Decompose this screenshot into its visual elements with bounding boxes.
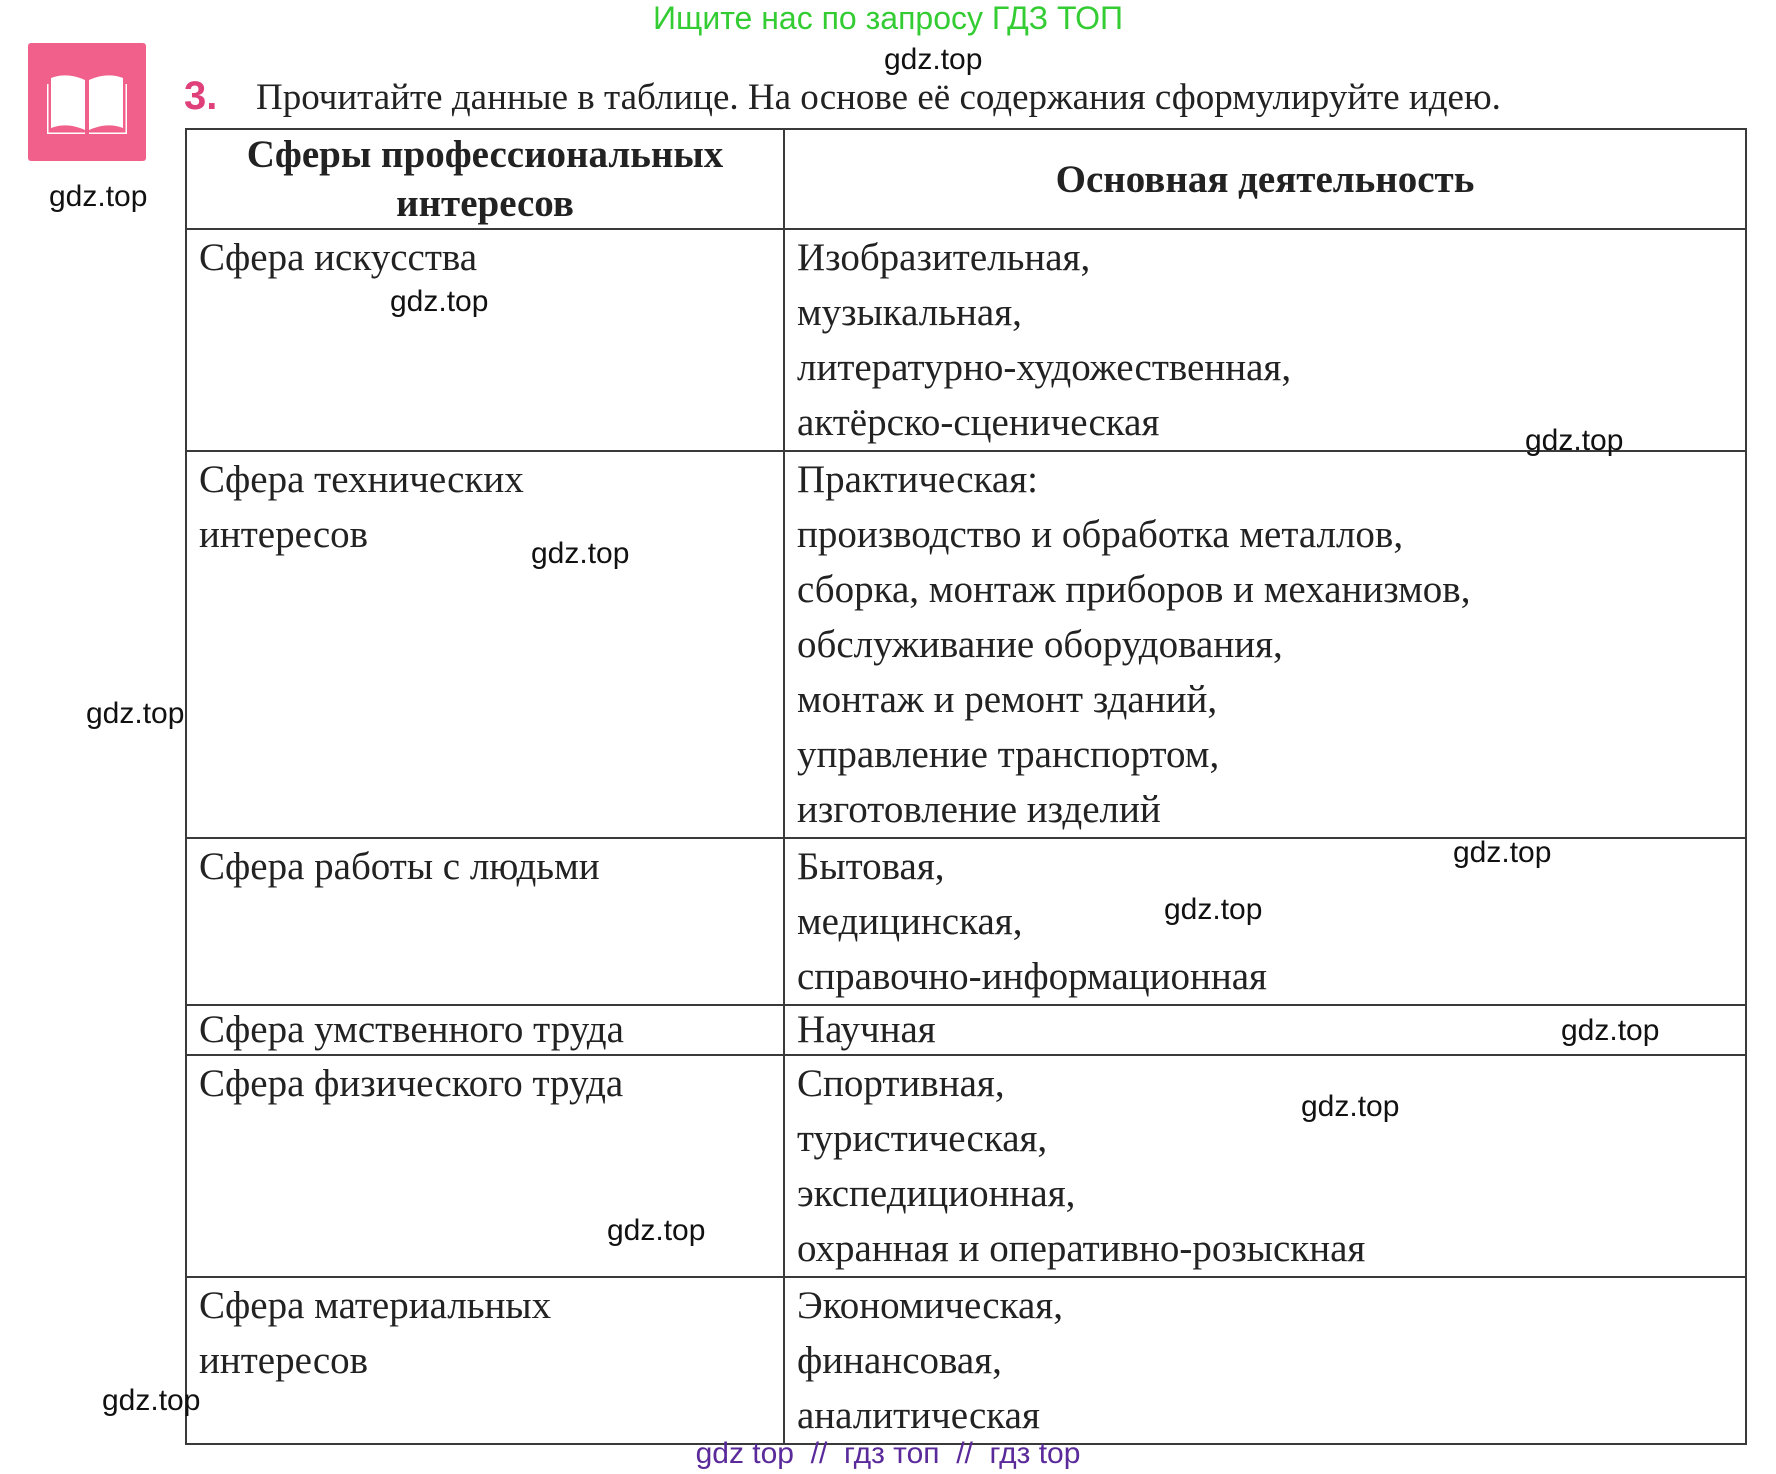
activity-line: Спортивная, xyxy=(797,1062,1005,1105)
activity-line: обслуживание оборудования, xyxy=(797,623,1283,666)
activity-line: монтаж и ремонт зданий, xyxy=(797,678,1218,721)
table-row xyxy=(186,451,1746,838)
watermark: gdz.top xyxy=(884,43,983,76)
activity-line: экспедиционная, xyxy=(797,1172,1076,1215)
footer-watermark: gdz top // гдз топ // гдз top xyxy=(695,1437,1081,1470)
watermark: gdz.top xyxy=(102,1384,201,1417)
sphere-line: интересов xyxy=(199,1339,369,1382)
book-badge xyxy=(28,43,146,161)
header-spheres-line: Сферы профессиональных xyxy=(246,133,724,176)
activity-line: Научная xyxy=(797,1008,936,1051)
activity-cell xyxy=(784,1277,1746,1444)
sphere-line: Сфера физического труда xyxy=(199,1062,624,1105)
watermark: gdz.top xyxy=(1561,1014,1660,1047)
activity-line: литературно-художественная, xyxy=(797,346,1292,389)
table-row xyxy=(186,1277,1746,1444)
watermark: gdz.top xyxy=(531,537,630,570)
watermark: gdz.top xyxy=(390,285,489,318)
activity-line: туристическая, xyxy=(797,1117,1048,1160)
activity-cell xyxy=(784,229,1746,451)
activity-line: Изобразительная, xyxy=(797,236,1091,279)
activity-cell xyxy=(784,1055,1746,1277)
activity-line: изготовление изделий xyxy=(797,788,1161,831)
table-row xyxy=(186,1055,1746,1277)
sphere-cell xyxy=(186,1277,784,1444)
activity-line: финансовая, xyxy=(797,1339,1002,1382)
activity-line: медицинская, xyxy=(797,900,1023,943)
activity-line: производство и обработка металлов, xyxy=(797,513,1404,556)
header-activity: Основная деятельность xyxy=(784,129,1746,229)
activity-line: справочно-информационная xyxy=(797,955,1267,998)
activity-line: Бытовая, xyxy=(797,845,945,888)
activity-line: аналитическая xyxy=(797,1394,1040,1437)
watermark: gdz.top xyxy=(1164,893,1263,926)
task-number: 3. xyxy=(184,74,218,118)
sphere-line: Сфера материальных xyxy=(199,1284,552,1327)
watermark: gdz.top xyxy=(607,1214,706,1247)
sphere-cell xyxy=(186,229,784,451)
activity-line: охранная и оперативно-розыскная xyxy=(797,1227,1366,1270)
watermark: gdz.top xyxy=(1525,424,1624,457)
activity-line: музыкальная, xyxy=(797,291,1022,334)
sphere-line: Сфера искусства xyxy=(199,236,478,279)
activity-cell xyxy=(784,451,1746,838)
sphere-line: Сфера работы с людьми xyxy=(199,845,600,888)
table-row xyxy=(186,229,1746,451)
activity-line: актёрско-сценическая xyxy=(797,401,1160,444)
activity-line: управление транспортом, xyxy=(797,733,1220,776)
search-banner: Ищите нас по запросу ГДЗ ТОП xyxy=(653,0,1123,36)
sphere-cell xyxy=(186,451,784,838)
sphere-line: Сфера умственного труда xyxy=(199,1008,624,1051)
activity-cell xyxy=(784,838,1746,1005)
watermark: gdz.top xyxy=(1301,1090,1400,1123)
activity-line: Экономическая, xyxy=(797,1284,1063,1327)
sphere-cell xyxy=(186,1005,784,1055)
table-row xyxy=(186,1005,1746,1055)
interests-table xyxy=(185,128,1747,1445)
activity-line: сборка, монтаж приборов и механизмов, xyxy=(797,568,1471,611)
sphere-line: интересов xyxy=(199,513,369,556)
watermark: gdz.top xyxy=(86,697,185,730)
watermark: gdz.top xyxy=(49,180,148,213)
sphere-cell xyxy=(186,838,784,1005)
sphere-line: Сфера технических xyxy=(199,458,524,501)
open-book-icon xyxy=(47,70,127,134)
task-text: Прочитайте данные в таблице. На основе её содержания сформулируйте идею. xyxy=(256,77,1501,118)
header-spheres xyxy=(186,129,784,229)
header-spheres-line: интересов xyxy=(396,182,574,225)
watermark: gdz.top xyxy=(1453,836,1552,869)
activity-line: Практическая: xyxy=(797,458,1038,501)
